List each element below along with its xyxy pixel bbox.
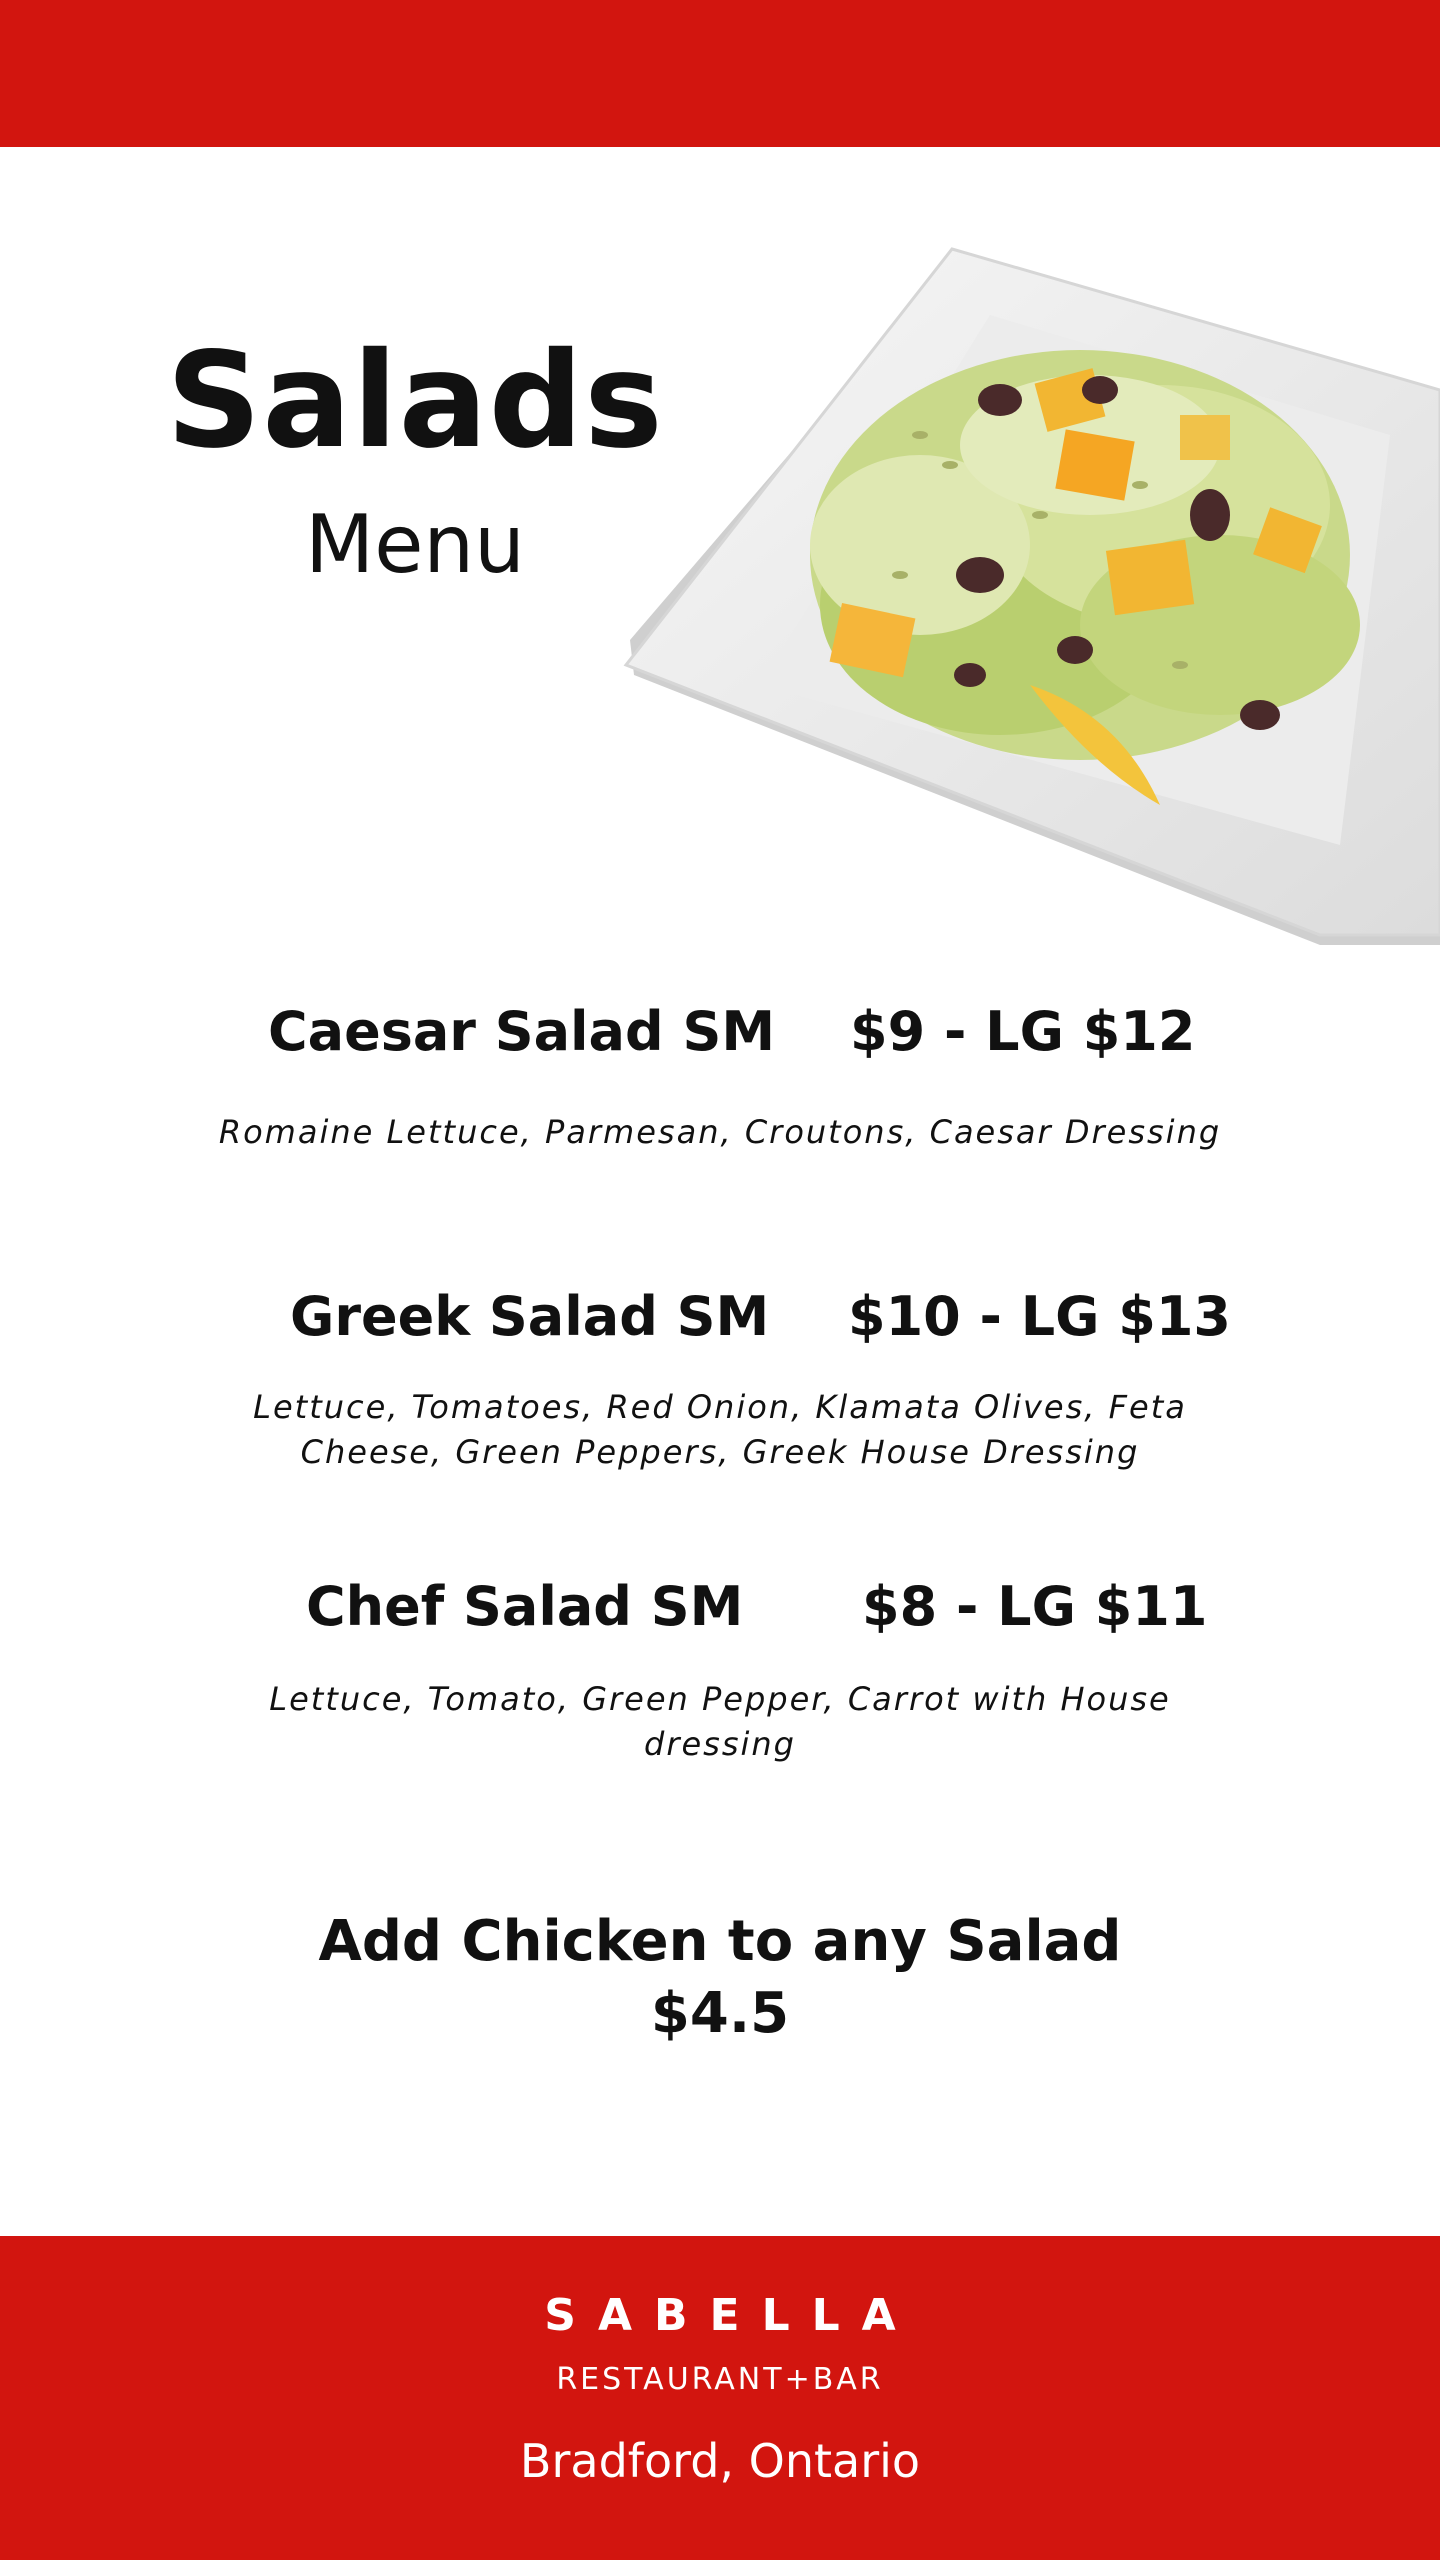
restaurant-tagline: RESTAURANT+BAR <box>556 2362 884 2397</box>
item-name-greek: Greek Salad SM <box>290 1285 770 1348</box>
item-price-chef: $8 - LG $11 <box>862 1575 1208 1638</box>
item-name-chef: Chef Salad SM <box>306 1575 744 1638</box>
addon-price: $4.5 <box>650 1981 790 2046</box>
item-name-caesar: Caesar Salad SM <box>268 1000 776 1063</box>
restaurant-location: Bradford, Ontario <box>519 2434 921 2488</box>
item-description-greek-line-1: Lettuce, Tomatoes, Red Onion, Klamata Olives, Feta <box>253 1388 1187 1426</box>
addon-note <box>0 1906 1440 2050</box>
addon-line-1: Add Chicken to any Salad <box>318 1909 1122 1974</box>
page-subtitle: Menu <box>305 498 525 591</box>
header-band <box>0 0 1440 147</box>
item-description-chef-line-2: dressing <box>644 1725 796 1763</box>
footer-band <box>0 2236 1440 2560</box>
item-description-greek-line-2: Cheese, Green Peppers, Greek House Dressing <box>300 1433 1140 1471</box>
salad-plate-illustration <box>620 245 1440 945</box>
item-price-greek: $10 - LG $13 <box>848 1285 1231 1348</box>
restaurant-name: SABELLA <box>544 2290 918 2341</box>
page-title: Salads <box>166 324 664 478</box>
item-description-chef-line-1: Lettuce, Tomato, Green Pepper, Carrot with House <box>269 1680 1171 1718</box>
item-description-greek <box>120 1385 1320 1475</box>
item-price-caesar: $9 - LG $12 <box>850 1000 1196 1063</box>
item-description-caesar: Romaine Lettuce, Parmesan, Croutons, Caesar Dressing <box>218 1113 1222 1151</box>
item-description-chef <box>120 1677 1320 1767</box>
